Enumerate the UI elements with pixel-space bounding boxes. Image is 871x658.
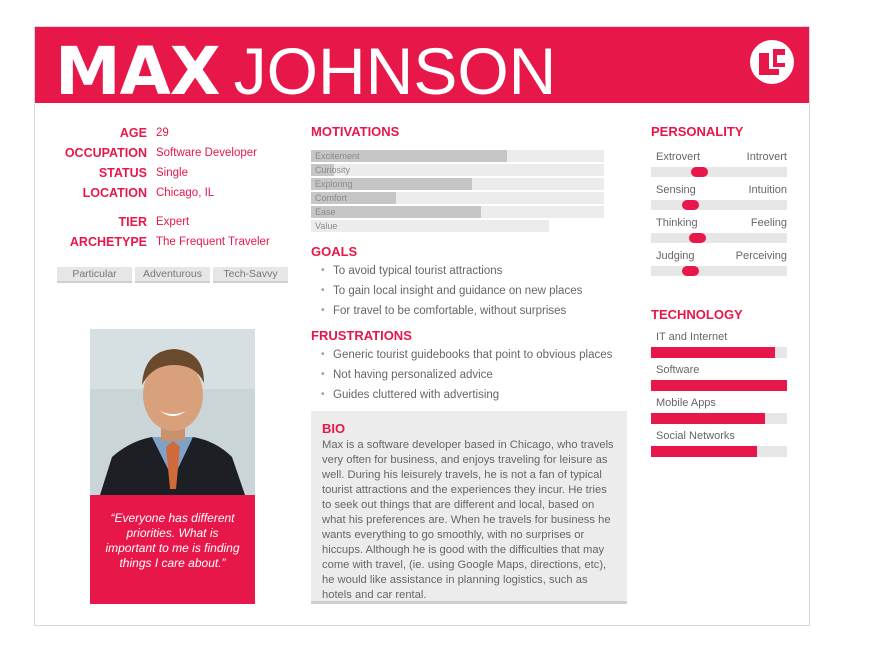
info-value: Expert bbox=[156, 216, 190, 228]
personality-scale bbox=[651, 217, 787, 247]
scale-right-label: Feeling bbox=[750, 217, 787, 229]
motivation-row bbox=[311, 164, 604, 176]
personality-scale bbox=[651, 184, 787, 214]
motivation-label: Exploring bbox=[315, 179, 353, 189]
skill-label: Mobile Apps bbox=[656, 397, 716, 409]
motivation-label: Comfort bbox=[315, 193, 348, 203]
motivation-bar bbox=[311, 206, 481, 218]
scale-track bbox=[651, 200, 787, 210]
frustrations-list bbox=[321, 345, 612, 405]
info-label: AGE bbox=[119, 126, 147, 140]
trait-tag: Tech-Savvy bbox=[213, 267, 288, 283]
brand-logo-icon bbox=[749, 39, 795, 85]
trait-tag: Particular bbox=[57, 267, 132, 283]
skill-label: Social Networks bbox=[656, 430, 735, 442]
list-item: • Not having personalized advice bbox=[321, 365, 612, 385]
scale-marker bbox=[682, 200, 699, 210]
technology-skill bbox=[651, 430, 787, 462]
info-value: Chicago, IL bbox=[156, 187, 215, 199]
scale-left-label: Judging bbox=[656, 250, 695, 262]
scale-left-label: Thinking bbox=[656, 217, 698, 229]
scale-right-label: Introvert bbox=[746, 151, 787, 163]
scale-marker bbox=[689, 233, 706, 243]
motivation-label: Value bbox=[315, 221, 338, 231]
trait-tag: Adventurous bbox=[135, 267, 210, 283]
last-name: JOHNSON bbox=[233, 34, 557, 108]
info-value: Single bbox=[156, 167, 188, 179]
bio-title: BIO bbox=[322, 421, 346, 436]
skill-bar bbox=[651, 380, 787, 391]
header-banner bbox=[35, 27, 810, 110]
skill-bar bbox=[651, 347, 775, 358]
scale-track bbox=[651, 167, 787, 177]
motivation-row bbox=[311, 192, 604, 204]
motivations-title: MOTIVATIONS bbox=[311, 124, 400, 139]
info-label: OCCUPATION bbox=[64, 146, 147, 160]
info-label: ARCHETYPE bbox=[69, 235, 147, 249]
info-label: LOCATION bbox=[82, 186, 147, 200]
skill-bar bbox=[651, 446, 757, 457]
persona-quote: “Everyone has different priorities. What is important to me is finding things I care about.” bbox=[90, 495, 255, 604]
info-value: 29 bbox=[156, 127, 169, 139]
info-label: STATUS bbox=[98, 166, 147, 180]
motivation-label: Excitement bbox=[315, 151, 360, 161]
list-item: • To gain local insight and guidance on new places bbox=[321, 281, 582, 301]
skill-bar bbox=[651, 413, 765, 424]
persona-card bbox=[34, 26, 810, 626]
scale-track bbox=[651, 266, 787, 276]
skill-label: Software bbox=[656, 364, 700, 376]
first-name: MAX bbox=[55, 33, 220, 110]
scale-left-label: Sensing bbox=[656, 184, 696, 196]
info-value: The Frequent Traveler bbox=[156, 236, 270, 248]
info-value: Software Developer bbox=[156, 147, 257, 159]
motivation-row bbox=[311, 150, 604, 162]
scale-right-label: Perceiving bbox=[735, 250, 787, 262]
scale-right-label: Intuition bbox=[748, 184, 787, 196]
personality-scale bbox=[651, 151, 787, 181]
goals-title: GOALS bbox=[311, 244, 358, 259]
motivation-label: Ease bbox=[315, 207, 336, 217]
frustrations-title: FRUSTRATIONS bbox=[311, 328, 412, 343]
bio-panel bbox=[311, 411, 627, 604]
scale-track bbox=[651, 233, 787, 243]
skill-label: IT and Internet bbox=[656, 331, 728, 343]
portrait-photo bbox=[90, 329, 255, 495]
motivation-row bbox=[311, 206, 604, 218]
info-label: TIER bbox=[118, 215, 147, 229]
list-item: • Generic tourist guidebooks that point to obvious places bbox=[321, 345, 612, 365]
technology-skill bbox=[651, 364, 787, 396]
technology-skill bbox=[651, 397, 787, 429]
scale-marker bbox=[691, 167, 708, 177]
list-item: • Guides cluttered with advertising bbox=[321, 385, 612, 405]
scale-marker bbox=[682, 266, 699, 276]
list-item: • For travel to be comfortable, without surprises bbox=[321, 301, 582, 321]
motivation-label: Curiosity bbox=[315, 165, 351, 175]
bio-text: Max is a software developer based in Chicago, who travels very often for business, and enjoys traveling for leisure as well. During his leisurely travels, he is not a fan of typical tourist attractions and the experiences they incur. He tries to seek out things that are different and local, based on what his preferences are. When he travels for business he wants everything to go smoothly, with no surprises or hiccups. Although he is good with the difficulties that may come with travel, (ie. using Google Maps, directions, etc), he would like assistance in planning logistics, such as hotels and car rental. bbox=[322, 439, 614, 601]
scale-left-label: Extrovert bbox=[656, 151, 701, 163]
personality-title: PERSONALITY bbox=[651, 124, 744, 139]
personality-scale bbox=[651, 250, 787, 280]
technology-skill bbox=[651, 331, 787, 363]
persona-name bbox=[55, 33, 556, 109]
motivation-row bbox=[311, 178, 604, 190]
goals-list bbox=[321, 261, 582, 321]
list-item: • To avoid typical tourist attractions bbox=[321, 261, 582, 281]
technology-title: TECHNOLOGY bbox=[651, 307, 743, 322]
motivation-row bbox=[311, 220, 549, 232]
